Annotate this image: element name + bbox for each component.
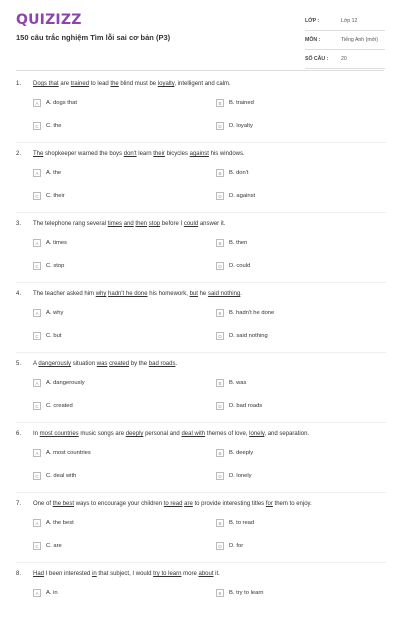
option-letter-box: D	[216, 402, 224, 410]
option-letter-box: C	[33, 262, 41, 270]
text-segment: before I	[160, 221, 184, 227]
question-number: 4.	[16, 291, 22, 297]
text-segment: .	[175, 361, 178, 367]
option-letter-box: B	[216, 449, 224, 457]
option-letter-box: B	[216, 239, 224, 247]
meta-row-count	[305, 50, 385, 69]
text-segment: blind must be	[118, 81, 158, 87]
meta-value: 20	[341, 56, 347, 62]
underlined-segment: most countries	[39, 431, 79, 437]
option-letter-box: B	[216, 379, 224, 387]
text-segment: music songs are	[78, 431, 126, 437]
option-letter-box: D	[216, 192, 224, 200]
text-segment: his windows.	[208, 151, 245, 157]
question-text	[33, 81, 231, 87]
question-item	[16, 429, 386, 499]
underlined-segment: Dogs that	[33, 81, 59, 87]
question-divider	[16, 142, 386, 143]
question-item	[16, 149, 386, 219]
underlined-segment: about	[198, 571, 214, 577]
answer-option[interactable]	[216, 331, 268, 341]
question-divider	[16, 562, 386, 563]
question-number: 1.	[16, 81, 22, 87]
option-letter-box: A	[33, 519, 41, 527]
worksheet-title: 150 câu trắc nghiệm Tìm lỗi sai cơ bản (P3)	[16, 33, 171, 42]
question-divider	[16, 212, 386, 213]
question-text	[33, 501, 312, 507]
question-item	[16, 289, 386, 359]
option-text: A. times	[46, 240, 67, 246]
answer-option[interactable]	[33, 471, 76, 481]
meta-value: Lớp 12	[341, 18, 358, 24]
text-segment: .	[240, 291, 242, 297]
option-text: B. deeply	[229, 450, 254, 456]
text-segment: answer it.	[198, 221, 226, 227]
underlined-segment: lonely	[249, 431, 265, 437]
answer-option[interactable]	[33, 541, 62, 551]
answer-option[interactable]	[33, 191, 65, 201]
option-text: C. the	[46, 123, 62, 129]
text-segment: ways to encourage your children	[74, 501, 164, 507]
answer-option[interactable]	[33, 121, 61, 131]
answer-option[interactable]	[33, 168, 61, 178]
underlined-segment: bad roads	[148, 361, 176, 367]
underlined-segment: against	[189, 151, 209, 157]
option-letter-box: B	[216, 589, 224, 597]
answer-option[interactable]	[33, 308, 63, 318]
option-letter-box: A	[33, 589, 41, 597]
text-segment: I been interested	[44, 571, 93, 577]
question-divider	[16, 352, 386, 353]
option-text: D. lonely	[229, 473, 252, 479]
underlined-segment: was	[96, 361, 108, 367]
option-letter-box: C	[33, 472, 41, 480]
option-text: A. why	[46, 310, 64, 316]
option-letter-box: D	[216, 262, 224, 270]
underlined-segment: deeply	[125, 431, 144, 437]
option-letter-box: B	[216, 519, 224, 527]
option-letter-box: A	[33, 309, 41, 317]
option-text: C. stop	[46, 263, 65, 269]
underlined-segment: for	[265, 501, 273, 507]
option-text: B. to read	[229, 520, 255, 526]
text-segment: bicycles	[164, 151, 190, 157]
option-text: A. dogs that	[46, 100, 77, 106]
option-letter-box: B	[216, 169, 224, 177]
answer-option[interactable]	[216, 401, 262, 411]
underlined-segment: why	[95, 291, 107, 297]
option-letter-box: C	[33, 332, 41, 340]
text-segment: personal and	[143, 431, 182, 437]
option-letter-box: A	[33, 379, 41, 387]
answer-option[interactable]	[33, 331, 61, 341]
question-number: 8.	[16, 571, 22, 577]
text-segment: by the	[129, 361, 149, 367]
answer-option[interactable]	[216, 261, 250, 271]
answer-option[interactable]	[33, 401, 73, 411]
underlined-segment: deal with	[181, 431, 206, 437]
question-text	[33, 291, 242, 297]
option-letter-box: D	[216, 332, 224, 340]
question-text	[33, 151, 245, 157]
text-segment: his homework,	[147, 291, 190, 297]
text-segment: are	[58, 81, 71, 87]
underlined-segment: the	[110, 81, 119, 87]
answer-option[interactable]	[216, 121, 253, 131]
option-text: D. against	[229, 193, 256, 199]
option-text: B. was	[229, 380, 247, 386]
answer-option[interactable]	[216, 378, 246, 388]
quizizz-logo: QUIZIZZ	[16, 12, 82, 28]
question-item	[16, 499, 386, 569]
underlined-segment: The	[33, 151, 44, 157]
meta-label: MÔN :	[305, 37, 321, 43]
text-segment: shopkeeper warned the boys	[43, 151, 124, 157]
option-text: D. said nothing	[229, 333, 268, 339]
option-text: C. are	[46, 543, 62, 549]
meta-label: LỚP :	[305, 18, 320, 24]
meta-value: Tiếng Anh (mới)	[341, 37, 378, 43]
underlined-segment: loyalty	[157, 81, 175, 87]
underlined-segment: in	[92, 571, 97, 577]
option-text: C. but	[46, 333, 62, 339]
text-segment: them to enjoy.	[272, 501, 312, 507]
question-item	[16, 359, 386, 429]
text-segment: In	[33, 431, 40, 437]
meta-row-subject	[305, 31, 385, 50]
text-segment: A	[33, 361, 39, 367]
answer-option[interactable]	[216, 541, 243, 551]
text-segment: themes of love,	[205, 431, 250, 437]
option-text: D. could	[229, 263, 251, 269]
underlined-segment: said nothing	[207, 291, 241, 297]
underlined-segment: try to learn	[153, 571, 182, 577]
option-text: B. then	[229, 240, 248, 246]
answer-option[interactable]	[33, 448, 91, 458]
underlined-segment: created	[109, 361, 130, 367]
answer-option[interactable]	[33, 238, 67, 248]
underlined-segment: could	[183, 221, 199, 227]
question-divider	[16, 282, 386, 283]
text-segment: to lead	[89, 81, 111, 87]
question-item	[16, 79, 386, 149]
option-text: B. don't	[229, 170, 249, 176]
underlined-segment: dangerously	[38, 361, 72, 367]
question-text	[33, 571, 220, 577]
underlined-segment: trained	[70, 81, 90, 87]
answer-option[interactable]	[216, 191, 255, 201]
option-letter-box: A	[33, 239, 41, 247]
option-letter-box: C	[33, 542, 41, 550]
option-letter-box: D	[216, 122, 224, 130]
answer-option[interactable]	[33, 378, 85, 388]
answer-option[interactable]	[216, 471, 252, 481]
answer-option[interactable]	[33, 588, 58, 598]
answer-option[interactable]	[33, 261, 64, 271]
answer-option[interactable]	[216, 448, 253, 458]
text-segment: more	[181, 571, 199, 577]
text-segment: One of	[33, 501, 53, 507]
underlined-segment: and	[123, 221, 134, 227]
option-text: B. hadn't he done	[229, 310, 275, 316]
text-segment: , intelligent and calm.	[174, 81, 231, 87]
option-text: C. their	[46, 193, 65, 199]
underlined-segment: don't	[123, 151, 137, 157]
question-item	[16, 219, 386, 289]
text-segment: it.	[213, 571, 220, 577]
option-letter-box: B	[216, 309, 224, 317]
question-text	[33, 431, 309, 437]
text-segment: to provide interesting titles	[192, 501, 266, 507]
option-letter-box: D	[216, 472, 224, 480]
text-segment: The telephone rang several	[33, 221, 108, 227]
answer-option[interactable]	[216, 588, 263, 598]
text-segment: he	[197, 291, 208, 297]
option-text: C. deal with	[46, 473, 77, 479]
question-divider	[16, 492, 386, 493]
question-number: 7.	[16, 501, 22, 507]
option-text: A. the	[46, 170, 62, 176]
answer-option[interactable]	[33, 98, 77, 108]
option-letter-box: C	[33, 192, 41, 200]
option-letter-box: D	[216, 542, 224, 550]
answer-option[interactable]	[216, 98, 254, 108]
answer-option[interactable]	[216, 168, 248, 178]
option-text: A. the best	[46, 520, 74, 526]
underlined-segment: stop	[148, 221, 161, 227]
question-number: 5.	[16, 361, 22, 367]
question-list	[16, 79, 386, 639]
option-text: D. for	[229, 543, 244, 549]
underlined-segment: Had	[33, 571, 45, 577]
underlined-segment: their	[153, 151, 165, 157]
text-segment: , and separation.	[264, 431, 310, 437]
underlined-segment: are	[184, 501, 193, 507]
answer-option[interactable]	[216, 238, 247, 248]
worksheet-meta	[305, 12, 385, 69]
question-item	[16, 569, 386, 639]
question-text	[33, 361, 177, 367]
option-letter-box: A	[33, 99, 41, 107]
option-letter-box: C	[33, 122, 41, 130]
text-segment: situation	[71, 361, 97, 367]
answer-option[interactable]	[33, 518, 74, 528]
option-text: D. bad roads	[229, 403, 263, 409]
answer-option[interactable]	[216, 518, 254, 528]
question-text	[33, 221, 226, 227]
option-text: B. try to learn	[229, 590, 264, 596]
underlined-segment: the best	[52, 501, 75, 507]
option-letter-box: B	[216, 99, 224, 107]
question-number: 2.	[16, 151, 22, 157]
meta-row-class	[305, 12, 385, 31]
option-text: A. most countries	[46, 450, 91, 456]
question-divider	[16, 422, 386, 423]
underlined-segment: but	[189, 291, 198, 297]
option-text: D. loyalty	[229, 123, 253, 129]
option-text: C. created	[46, 403, 73, 409]
option-letter-box: A	[33, 169, 41, 177]
text-segment: The teacher asked him	[33, 291, 96, 297]
option-text: A. in	[46, 590, 58, 596]
question-number: 6.	[16, 431, 22, 437]
option-text: A. dangerously	[46, 380, 85, 386]
underlined-segment: times	[107, 221, 123, 227]
option-letter-box: A	[33, 449, 41, 457]
underlined-segment: hadn't he done	[108, 291, 148, 297]
meta-label: SỐ CÂU :	[305, 56, 329, 62]
underlined-segment: to read	[163, 501, 183, 507]
underlined-segment: then	[135, 221, 148, 227]
text-segment: learn	[136, 151, 154, 157]
text-segment: that subject, I would	[96, 571, 154, 577]
answer-option[interactable]	[216, 308, 274, 318]
option-letter-box: C	[33, 402, 41, 410]
header-divider	[16, 70, 384, 71]
option-text: B. trained	[229, 100, 254, 106]
question-number: 3.	[16, 221, 22, 227]
